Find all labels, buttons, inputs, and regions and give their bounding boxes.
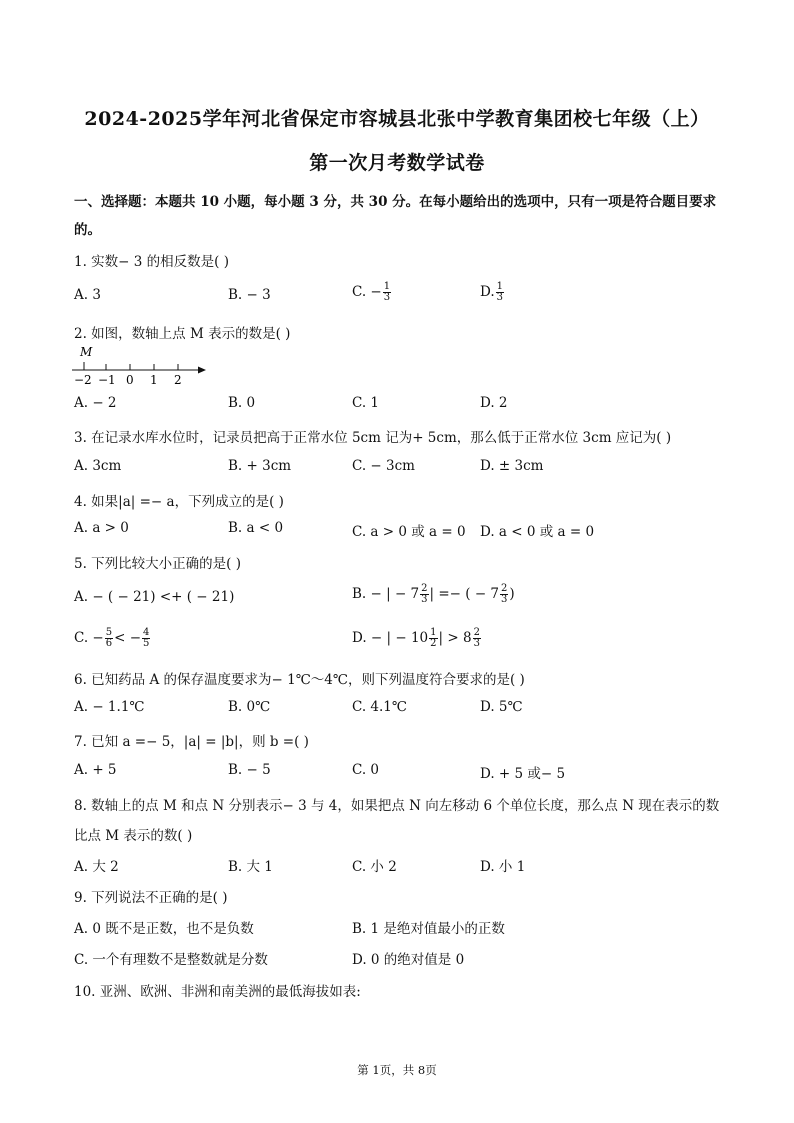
q8-option-b: B. 大 1 <box>228 859 273 875</box>
tick-label-minus-1: −1 <box>98 373 116 386</box>
q9-option-c: C. 一个有理数不是整数就是分数 <box>74 952 268 968</box>
q4-option-b: B. a < 0 <box>228 520 284 536</box>
tick-label-minus-2: −2 <box>74 373 92 386</box>
q7-option-d: D. + 5 或− 5 <box>480 766 566 782</box>
question-9-stem: 9. 下列说法不正确的是( ) <box>74 890 228 906</box>
q2-option-a: A. − 2 <box>74 395 117 411</box>
q1-option-a: A. 3 <box>74 287 101 303</box>
q6-option-b: B. 0℃ <box>228 699 271 715</box>
q9-option-d: D. 0 的绝对值是 0 <box>352 952 465 968</box>
q5-option-a: A. − ( − 21) <+ ( − 21) <box>74 589 235 605</box>
section-heading-cont: 的。 <box>74 222 101 238</box>
exam-title-line2: 第一次月考数学试卷 <box>309 152 485 174</box>
q7-option-a: A. + 5 <box>74 762 117 778</box>
question-10-stem: 10. 亚洲、欧洲、非洲和南美洲的最低海拔如表: <box>74 984 361 1000</box>
q3-option-b: B. + 3cm <box>228 458 292 474</box>
q1-option-b: B. − 3 <box>228 287 271 303</box>
q2-option-c: C. 1 <box>352 395 380 411</box>
q6-option-d: D. 5℃ <box>480 699 523 715</box>
question-4-stem: 4. 如果|a| =− a，下列成立的是( ) <box>74 494 284 510</box>
question-8-stem: 8. 数轴上的点 M 和点 N 分别表示− 3 与 4，如果把点 N 向左移动 6 个单位长度，那么点 N 现在表示的数 <box>74 798 720 814</box>
q1-option-c: C. − $\frac{1}{3}$ <box>352 281 391 303</box>
q3-option-a: A. 3cm <box>74 458 122 474</box>
q1-option-d: D. $\frac{1}{3}$ <box>480 281 504 303</box>
exam-title-line1: 2024-2025学年河北省保定市容城县北张中学教育集团校七年级（上） <box>84 108 710 130</box>
q3-option-c: C. − 3cm <box>352 458 415 474</box>
question-1-stem: 1. 实数− 3 的相反数是( ) <box>74 254 229 270</box>
question-6-stem: 6. 已知药品 A 的保存温度要求为− 1℃～4℃，则下列温度符合要求的是( ) <box>74 672 525 688</box>
q5-option-b: B. − | − 7 $\frac{2}{3}$ | =− ( − 7 $\frac{2}{3}$ ) <box>352 583 515 605</box>
section-heading: 一、选择题：本题共 10 小题，每小题 3 分，共 30 分。在每小题给出的选项中，只有一项是符合题目要求 <box>74 194 717 210</box>
q9-option-b: B. 1 是绝对值最小的正数 <box>352 921 505 937</box>
q8-option-a: A. 大 2 <box>74 859 119 875</box>
q4-option-a: A. a > 0 <box>74 520 129 536</box>
q4-option-d: D. a < 0 或 a = 0 <box>480 524 595 540</box>
q2-option-b: B. 0 <box>228 395 256 411</box>
question-5-stem: 5. 下列比较大小正确的是( ) <box>74 556 241 572</box>
point-m-label: M <box>80 345 93 359</box>
question-3-stem: 3. 在记录水库水位时，记录员把高于正常水位 5cm 记为+ 5cm，那么低于正常水位 3cm 应记为( ) <box>74 430 672 446</box>
question-2-stem: 2. 如图，数轴上点 M 表示的数是( ) <box>74 326 291 342</box>
tick-label-0: 0 <box>126 373 134 386</box>
q5-option-d: D. − | − 10 $\frac{1}{2}$ | > 8 $\frac{2}{3}$ <box>352 627 480 649</box>
tick-label-1: 1 <box>150 373 158 386</box>
q9-option-a: A. 0 既不是正数，也不是负数 <box>74 921 254 937</box>
q2-option-d: D. 2 <box>480 395 508 411</box>
tick-label-2: 2 <box>174 373 182 386</box>
q7-option-b: B. − 5 <box>228 762 271 778</box>
q8-option-d: D. 小 1 <box>480 859 526 875</box>
q4-option-c: C. a > 0 或 a = 0 <box>352 524 466 540</box>
number-line-arrow <box>198 367 206 374</box>
q7-option-c: C. 0 <box>352 762 380 778</box>
q6-option-c: C. 4.1℃ <box>352 699 408 715</box>
q3-option-d: D. ± 3cm <box>480 458 544 474</box>
q5-option-c: C. − $\frac{5}{6}$ < − $\frac{4}{5}$ <box>74 627 150 649</box>
question-7-stem: 7. 已知 a =− 5，|a| = |b|，则 b =( ) <box>74 734 309 750</box>
number-line-figure <box>70 344 210 386</box>
question-8-stem-cont: 比点 M 表示的数( ) <box>74 828 193 844</box>
q6-option-a: A. − 1.1℃ <box>74 699 145 715</box>
page-footer: 第 1页，共 8页 <box>357 1063 437 1077</box>
q8-option-c: C. 小 2 <box>352 859 397 875</box>
